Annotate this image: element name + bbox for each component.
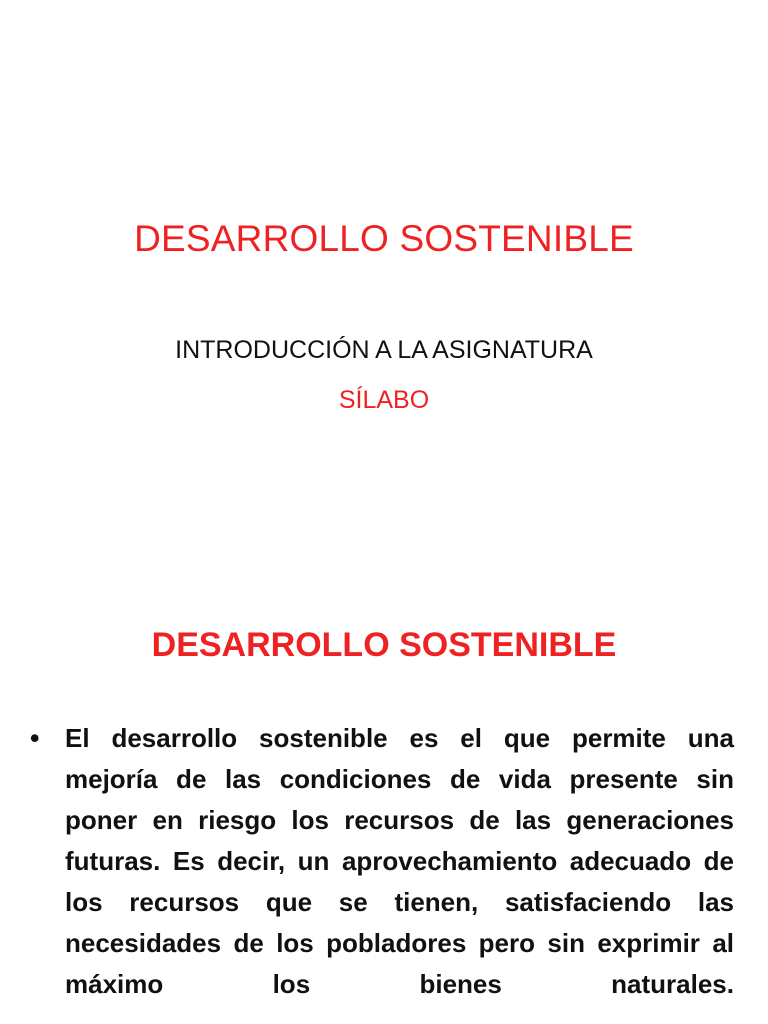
slide-1-subtitle: INTRODUCCIÓN A LA ASIGNATURA	[175, 336, 593, 364]
slide-2-title: DESARROLLO SOSTENIBLE	[151, 626, 617, 664]
bullet-list	[30, 718, 734, 1005]
bullet-marker: •	[30, 723, 40, 753]
slide-1-subtitle-silabo: SÍLABO	[338, 386, 430, 414]
slide-1-title: DESARROLLO SOSTENIBLE	[134, 218, 634, 259]
bullet-paragraph: El desarrollo sostenible es el que permite una mejoría de las condiciones de vida presente sin poner en riesgo los recursos de las generaciones futuras. Es decir, un aprovechamiento adecuado de los recursos que se tienen, satisfaciendo las necesidades de los pobladores pero sin exprimir al máximo los bienes naturales.	[65, 723, 734, 999]
slide-2	[0, 576, 768, 1024]
